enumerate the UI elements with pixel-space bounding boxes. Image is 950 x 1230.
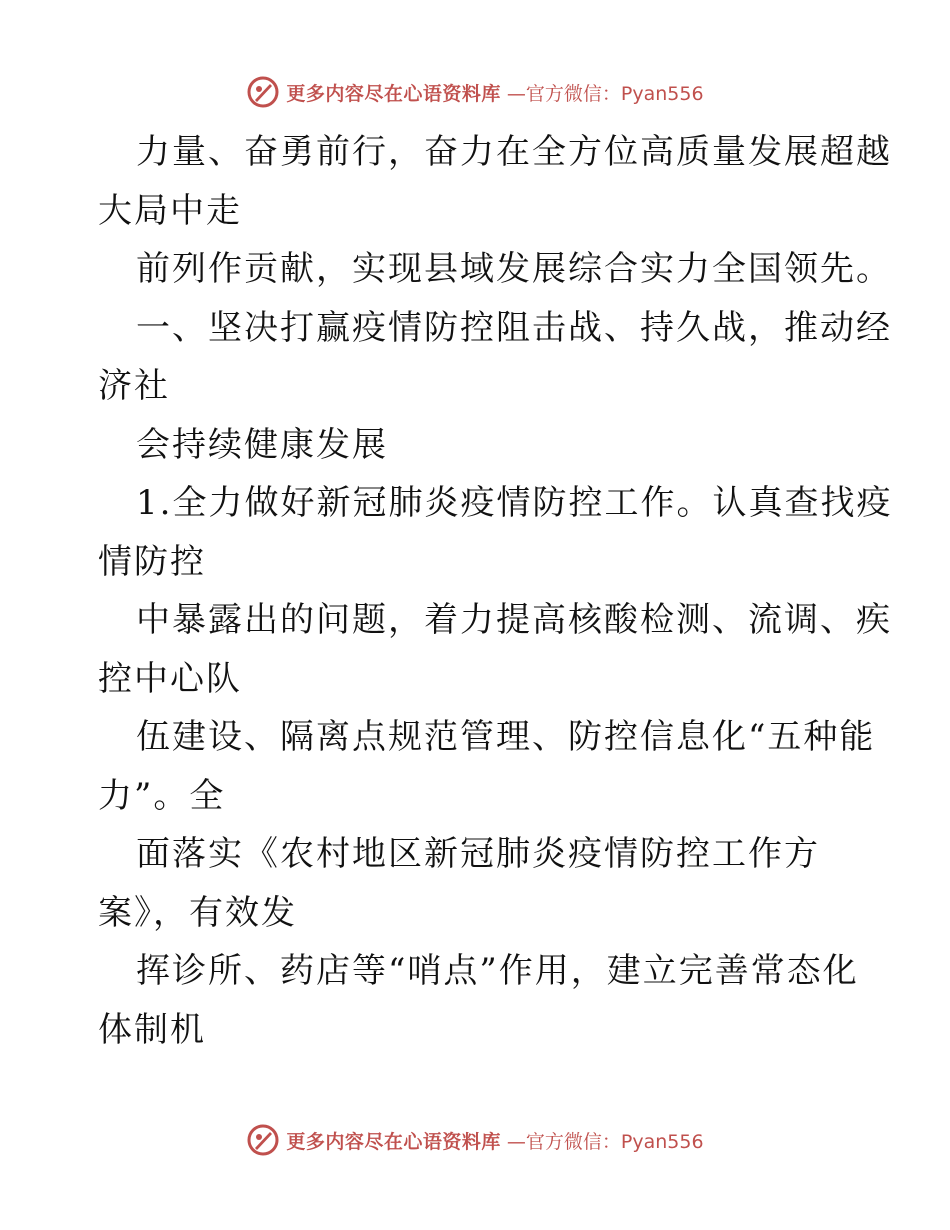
quill-logo-icon	[246, 75, 280, 109]
footer-watermark	[0, 1120, 950, 1160]
text-line: 一、坚决打赢疫情防控阻击战、持久战，推动经	[136, 307, 892, 348]
text-line: 伍建设、隔离点规范管理、防控信息化“五种能	[136, 717, 876, 757]
header-watermark	[0, 72, 950, 112]
text-line: 体制机	[98, 1009, 206, 1050]
text-line: 济社	[98, 366, 170, 406]
text-line: 情防控	[98, 541, 206, 582]
text-line: 控中心队	[98, 658, 242, 699]
document-body	[98, 123, 893, 1059]
text-line: 前列作贡献，实现县域发展综合实力全国领先。	[136, 249, 892, 289]
text-line: 力”。全	[98, 775, 226, 816]
watermark-contact: —官方微信：Pyan556	[506, 82, 704, 105]
text-line: 力量、奋勇前行，奋力在全方位高质量发展超越	[136, 132, 892, 172]
text-line: 1.全力做好新冠肺炎疫情防控工作。认真查找疫	[136, 483, 893, 523]
text-line: 中暴露出的问题，着力提高核酸检测、流调、疾	[136, 600, 892, 640]
watermark-brand: 更多内容尽在心语资料库	[286, 82, 501, 105]
text-line: 大局中走	[98, 190, 242, 231]
text-line: 案》，有效发	[98, 892, 297, 933]
text-line: 挥诊所、药店等“哨点”作用，建立完善常态化	[136, 951, 859, 991]
text-line: 会持续健康发展	[136, 424, 388, 465]
text-line: 面落实《农村地区新冠肺炎疫情防控工作方	[136, 834, 820, 874]
quill-logo-icon	[246, 1123, 280, 1157]
watermark-contact: —官方微信：Pyan556	[506, 1130, 704, 1153]
watermark-brand: 更多内容尽在心语资料库	[286, 1130, 501, 1153]
